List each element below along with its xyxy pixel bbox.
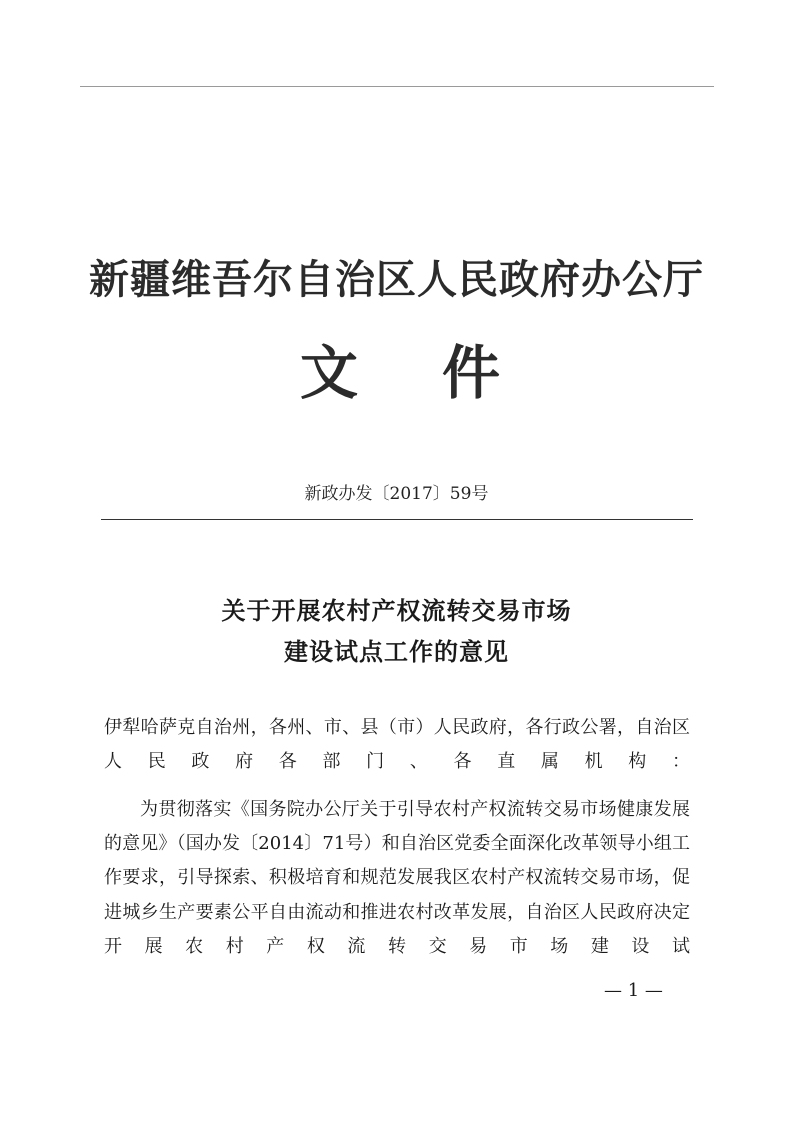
issuer-heading: 新疆维吾尔自治区人民政府办公厅 xyxy=(89,257,704,303)
body-paragraph-1: 为贯彻落实《国务院办公厅关于引导农村产权流转交易市场健康发展的意见》（国办发〔2014〕71号）和自治区党委全面深化改革领导小组工作要求，引导探索、积极培育和规范发展我区农村产权流转交易市场，促进城乡生产要素公平自由流动和推进农村改革发展，自治区人民政府决定开展农村产权流转交易市场建设试 xyxy=(104,799,690,957)
document-title-line-1: 关于开展农村产权流转交易市场 xyxy=(221,596,572,625)
page-number: — 1 — xyxy=(604,980,663,1001)
separator-rule xyxy=(101,519,693,520)
document-number: 新政办发〔2017〕59号 xyxy=(304,484,489,504)
top-rule xyxy=(80,86,714,87)
salutation: 伊犁哈萨克自治州，各州、市、县（市）人民政府，各行政公署，自治区人民政府各部门、各直属机构： xyxy=(104,717,690,773)
document-type-heading xyxy=(300,326,500,410)
document-title-line-2: 建设试点工作的意见 xyxy=(284,637,509,666)
doc-type-char-1: 文 xyxy=(300,339,359,407)
doc-type-char-2: 件 xyxy=(441,339,500,407)
